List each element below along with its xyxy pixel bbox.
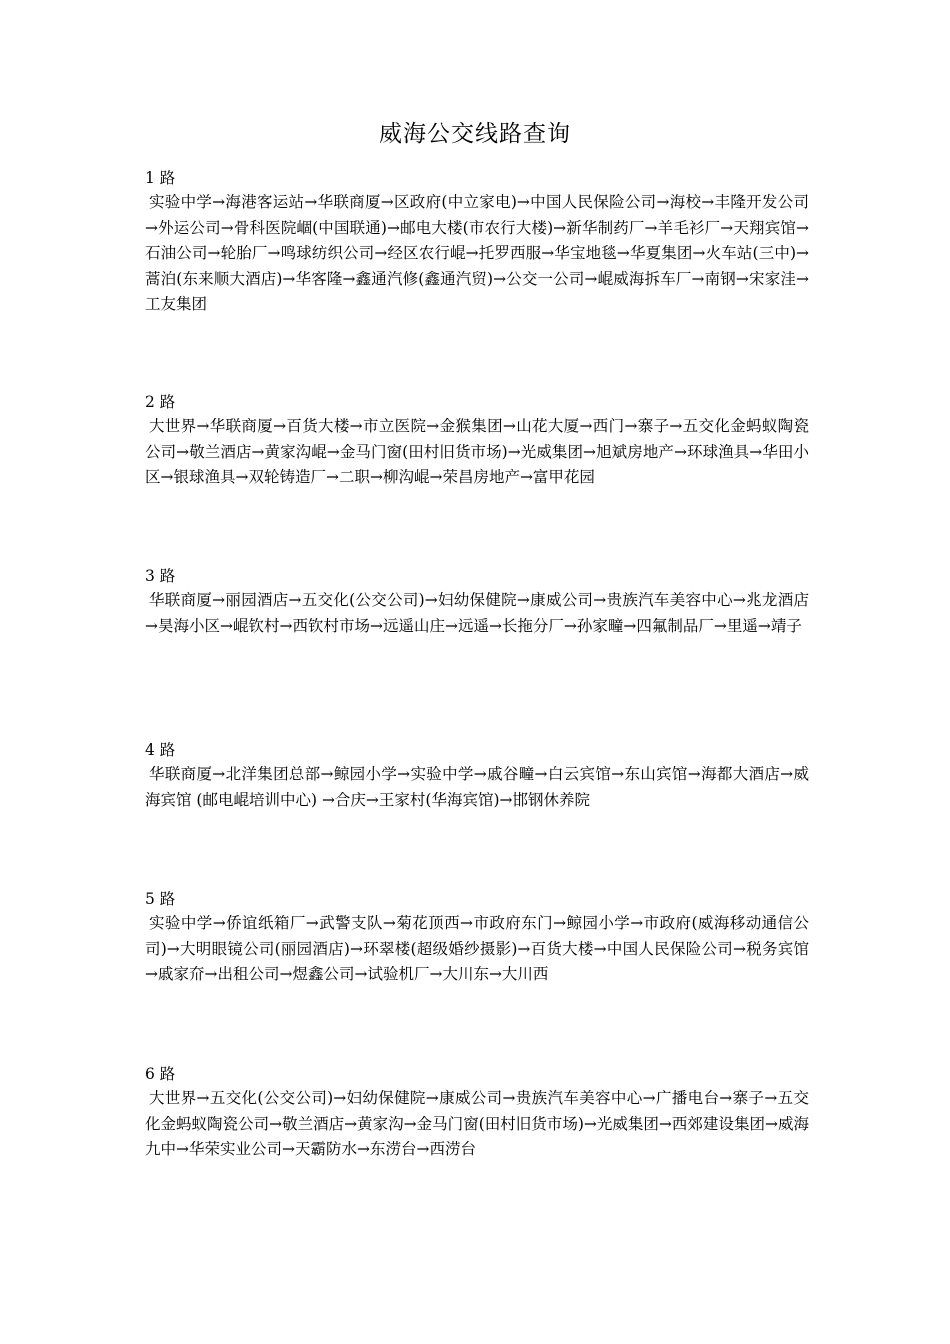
route-section-6 xyxy=(145,1062,809,1163)
route-stops: 实验中学→海港客运站→华联商厦→区政府(中立家电)→中国人民保险公司→海校→丰隆开发公司→外运公司→骨科医院崓(中国联通)→邮电大楼(市农行大楼)→新华制药厂→羊毛衫厂→天翔宾馆→石油公司→轮胎厂→鸣球纺织公司→经区农行崐→托罗西服→华宝地毯→华夏集团→火车站(三中)→蒿泊(东来顺大酒店)→华客隆→鑫通汽修(鑫通汽贸)→公交一公司→崐威海拆车厂→南钢→宋家洼→工友集团 xyxy=(145,193,809,313)
route-stops: 大世界→华联商厦→百货大楼→市立医院→金猴集团→山花大厦→西门→寨子→五交化金蚂蚁陶瓷公司→敬兰酒店→黄家沟崐→金马门窗(田村旧货市场)→光威集团→旭斌房地产→环球渔具→华田小区→银球渔具→双轮铸造厂→二职→柳沟崐→荣昌房地产→富甲花园 xyxy=(145,417,809,486)
route-section-4 xyxy=(145,738,809,813)
route-name: 5 路 xyxy=(145,890,176,908)
route-name: 4 路 xyxy=(145,741,176,759)
route-name: 1 路 xyxy=(145,169,176,187)
route-section-2 xyxy=(145,390,809,491)
route-name: 3 路 xyxy=(145,567,176,585)
page-title: 威海公交线路查询 xyxy=(379,121,571,147)
route-name: 6 路 xyxy=(145,1065,176,1083)
route-section-1 xyxy=(145,166,809,318)
route-stops: 华联商厦→北洋集团总部→鲸园小学→实验中学→戚谷疃→白云宾馆→东山宾馆→海都大酒店→威海宾馆 (邮电崐培训中心) →合庆→王家村(华海宾馆)→邯钢休养院 xyxy=(145,765,809,809)
route-stops: 实验中学→侨谊纸箱厂→武警支队→菊花顶西→市政府东门→鲸园小学→市政府(威海移动通信公司)→大明眼镜公司(丽园酒店)→环翠楼(超级婚纱摄影)→百货大楼→中国人民保险公司→税务宾馆→戚家夼→出租公司→煜鑫公司→试验机厂→大川东→大川西 xyxy=(145,914,809,983)
route-section-5 xyxy=(145,887,809,988)
route-section-3 xyxy=(145,564,809,639)
route-name: 2 路 xyxy=(145,393,176,411)
route-stops: 大世界→五交化(公交公司)→妇幼保健院→康威公司→贵族汽车美容中心→广播电台→寨子→五交化金蚂蚁陶瓷公司→敬兰酒店→黄家沟→金马门窗(田村旧货市场)→光威集团→西郊建设集团→威海九中→华荣实业公司→天霸防水→东涝台→西涝台 xyxy=(145,1089,809,1158)
route-stops: 华联商厦→丽园酒店→五交化(公交公司)→妇幼保健院→康威公司→贵族汽车美容中心→兆龙酒店→昊海小区→崐钦村→西钦村市场→远遥山庄→远遥→长拖分厂→孙家疃→四氟制品厂→里遥→靖子 xyxy=(145,591,809,635)
